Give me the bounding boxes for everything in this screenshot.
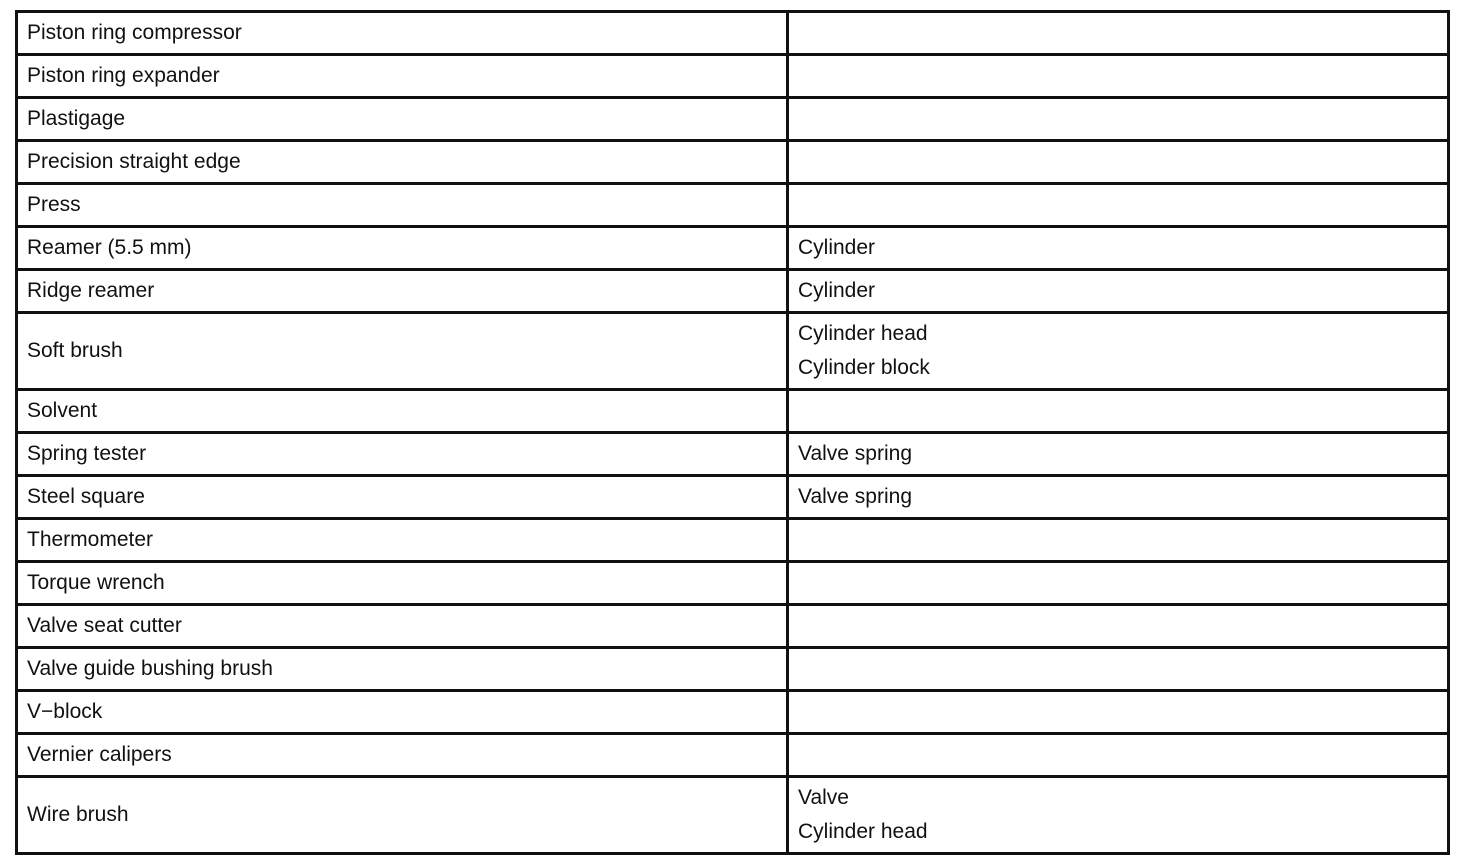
part-cell — [788, 777, 1449, 854]
table-row — [17, 433, 1449, 476]
table-row — [17, 390, 1449, 433]
tool-cell: V−block — [17, 691, 788, 734]
tool-cell: Steel square — [17, 476, 788, 519]
tool-cell: Solvent — [17, 390, 788, 433]
table-row — [17, 12, 1449, 55]
tool-cell: Piston ring expander — [17, 55, 788, 98]
part-line: Cylinder — [798, 279, 876, 302]
part-cell — [788, 433, 1449, 476]
part-cell — [788, 55, 1449, 98]
part-cell — [788, 648, 1449, 691]
tools-table-body — [17, 12, 1449, 854]
tool-cell: Piston ring compressor — [17, 12, 788, 55]
part-cell — [788, 141, 1449, 184]
part-line: Valve spring — [798, 485, 913, 508]
part-cell — [788, 390, 1449, 433]
table-row — [17, 605, 1449, 648]
table-row — [17, 55, 1449, 98]
part-cell — [788, 562, 1449, 605]
part-line: Valve spring — [798, 442, 913, 465]
part-cell — [788, 270, 1449, 313]
tool-cell: Spring tester — [17, 433, 788, 476]
table-row — [17, 270, 1449, 313]
tool-cell: Ridge reamer — [17, 270, 788, 313]
tool-cell: Soft brush — [17, 313, 788, 390]
table-row — [17, 734, 1449, 777]
table-row — [17, 691, 1449, 734]
part-line: Cylinder head — [798, 820, 928, 843]
tool-cell: Vernier calipers — [17, 734, 788, 777]
part-line: Cylinder — [798, 236, 876, 259]
table-row — [17, 476, 1449, 519]
tool-cell: Wire brush — [17, 777, 788, 854]
part-cell — [788, 12, 1449, 55]
tool-cell: Precision straight edge — [17, 141, 788, 184]
tool-cell: Valve seat cutter — [17, 605, 788, 648]
part-cell — [788, 519, 1449, 562]
table-row — [17, 98, 1449, 141]
table-row — [17, 313, 1449, 390]
part-line: Valve — [798, 786, 849, 809]
part-cell — [788, 184, 1449, 227]
table-row — [17, 227, 1449, 270]
part-cell — [788, 691, 1449, 734]
part-cell — [788, 98, 1449, 141]
table-row — [17, 141, 1449, 184]
tool-cell: Plastigage — [17, 98, 788, 141]
table-row — [17, 562, 1449, 605]
part-cell — [788, 227, 1449, 270]
tool-cell: Thermometer — [17, 519, 788, 562]
part-cell — [788, 734, 1449, 777]
part-line: Cylinder head — [798, 322, 928, 345]
tool-cell: Press — [17, 184, 788, 227]
part-cell — [788, 476, 1449, 519]
tools-table — [15, 10, 1450, 855]
table-row — [17, 648, 1449, 691]
table-row — [17, 777, 1449, 854]
tool-cell: Reamer (5.5 mm) — [17, 227, 788, 270]
table-row — [17, 519, 1449, 562]
part-cell — [788, 605, 1449, 648]
part-line: Cylinder block — [798, 356, 930, 379]
part-cell — [788, 313, 1449, 390]
tool-cell: Torque wrench — [17, 562, 788, 605]
table-row — [17, 184, 1449, 227]
tool-cell: Valve guide bushing brush — [17, 648, 788, 691]
